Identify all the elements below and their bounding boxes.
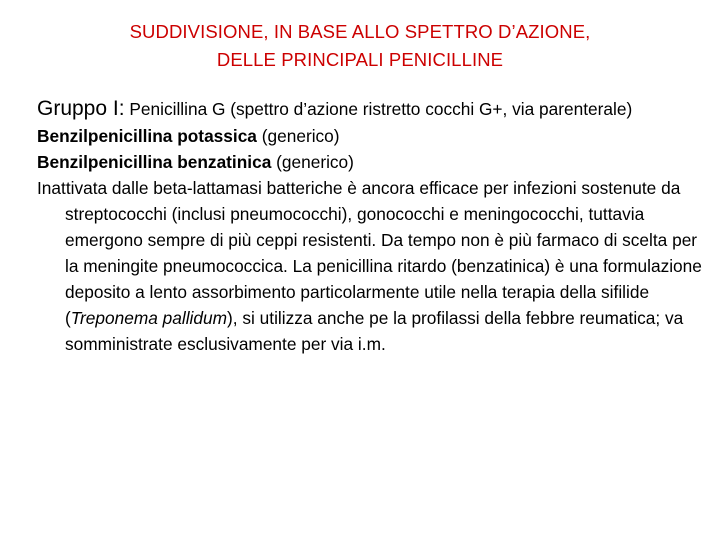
description-text-2: ), si utilizza anche pe la profilassi della febbre reumatica; va somministrate esclusivamente per via i.m. [65,308,684,354]
title-line-2: DELLE PRINCIPALI PENICILLINE [216,49,504,70]
group-text: Penicillina G (spettro d’azione ristretto cocchi G+, via parenterale) [129,99,633,119]
drug-name: Benzilpenicillina benzatinica [37,152,272,172]
drug-note: (generico) [261,126,340,146]
slide-body [37,96,702,357]
description-text-1: Inattivata dalle beta-lattamasi batteriche è ancora efficace per infezioni sostenute da streptococchi (inclusi pneumococchi), gonococchi e meningococchi, tuttavia emergono sempre di più ceppi resistenti. Da tempo non è più farmaco di scelta per la meningite pneumococcica. La penicillina ritardo (benzatinica) è una formulazione deposito a lento assorbimento particolarmente utile nella terapia della sifilide ( [37,178,702,328]
species-name: Treponema pallidum [70,308,228,328]
slide-title [30,18,690,74]
title-line-1: SUDDIVISIONE, IN BASE ALLO SPETTRO D’AZIONE, [129,21,591,42]
group-paragraph [37,96,702,122]
drug-item [37,123,702,149]
description-paragraph [37,175,702,357]
group-label: Gruppo I: [37,97,125,120]
drug-item [37,149,702,175]
drug-note: (generico) [276,152,354,172]
drug-name: Benzilpenicillina potassica [37,126,257,146]
